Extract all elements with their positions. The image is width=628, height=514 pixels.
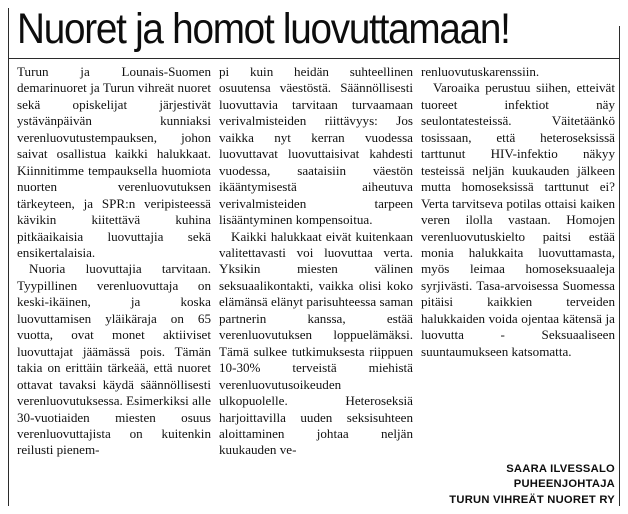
right-margin-rule <box>619 26 620 506</box>
article-body-columns <box>17 64 613 510</box>
article-signature <box>421 462 615 509</box>
paragraph: Kaikki halukkaat eivät kuitenkaan valitettavasti voi luovuttaa verta. Yksikin miesten välinen seksuaalikontakti, vaikka olisi koko elämänsä elänyt parisuhteessa saman partnerin kanssa, estää verenluovutuksen loppuelämäksi. Tämä sulkee tutkimuksesta riippuen 10-30% terveistä miehistä verenluovutusoikeuden ulkopuolelle. Heteroseksiä harjoittavilla uuden seksisuhteen aloittaminen johtaa neljän kuukauden ve- <box>219 228 413 458</box>
paragraph: pi kuin heidän suhteellinen osuutensa väestöstä. Säännöllisesti luovuttavia tarvitaan turvaamaan verivalmisteiden riittävyys: Jos vaikka nyt kerran vuodessa luovuttavat luovuttaisivat kahdesti vuodessa, saataisiin väestön ikääntymisestä aiheutuva verivalmisteiden tarpeen lisääntyminen kompensoitua. <box>219 64 413 228</box>
article-column-2 <box>219 64 413 510</box>
paragraph: renluovutuskarenssiin. <box>421 64 540 79</box>
signature-author-name: SAARA ILVESSALO <box>506 462 615 475</box>
paragraph: Turun ja Lounais-Suomen demarinuoret ja Turun vihreät nuoret sekä opiskelijat järjestivät ystävänpäivän kunniaksi verenluovutustempauksen, johon saivat osallistua kaikki halukkaat. Kiinnitimme tempauksella huomiota nuorten verenluovutuksen tärkeyteen, ja SPR:n veripisteessä kävikin kiitettävä kuhina pitkäaikaisia luovuttajia sekä ensikertalaisia. <box>17 64 211 260</box>
signature-author-organization: TURUN VIHREÄT NUORET RY <box>449 493 615 506</box>
article-column-1 <box>17 64 211 510</box>
article-column-3 <box>421 64 615 510</box>
paragraph: Nuoria luovuttajia tarvitaan. Tyypillinen verenluovuttaja on keski-ikäinen, ja koska luovuttamisen yläikäraja on 65 vuotta, ovat monet aktiiviset luovuttajat jäämässä pois. Tämän takia on erittäin tärkeää, että nuoret ottavat tavaksi käydä säännöllisesti verenluovutuksessa. Esimerkiksi alle 30-vuotiaiden miesten osuus verenluovuttajista on kuitenkin reilusti pienem- <box>17 261 211 458</box>
left-margin-rule <box>8 8 9 506</box>
article-headline: Nuoret ja homot luovuttamaan! <box>17 5 510 53</box>
paragraph: Varoaika perustuu siihen, etteivät tuoreet infektiot näy seulontatesteissä. Väitetäänkö tosissaan, että heteroseksissä tarttunut HIV-infektio näkyy testeissä neljän kuukauden jälkeen mutta homoseksissä tarttunut ei? Verta tarvitseva potilas ottaisi kaiken veren ilolla vastaan. Homojen verenluovutuskielto paitsi estää monia halukkaita luovuttamasta, myös leimaa homoseksuaaleja syrjivästi. Tasa-arvoisessa Suomessa pitäisi kaikkien terveiden halukkaiden voida ojentaa kätensä ja luovutta - Seksuaaliseen suuntaumukseen katsomatta. <box>421 80 615 359</box>
headline-divider-rule <box>8 58 619 59</box>
signature-author-role: PUHEENJOHTAJA <box>513 478 615 490</box>
